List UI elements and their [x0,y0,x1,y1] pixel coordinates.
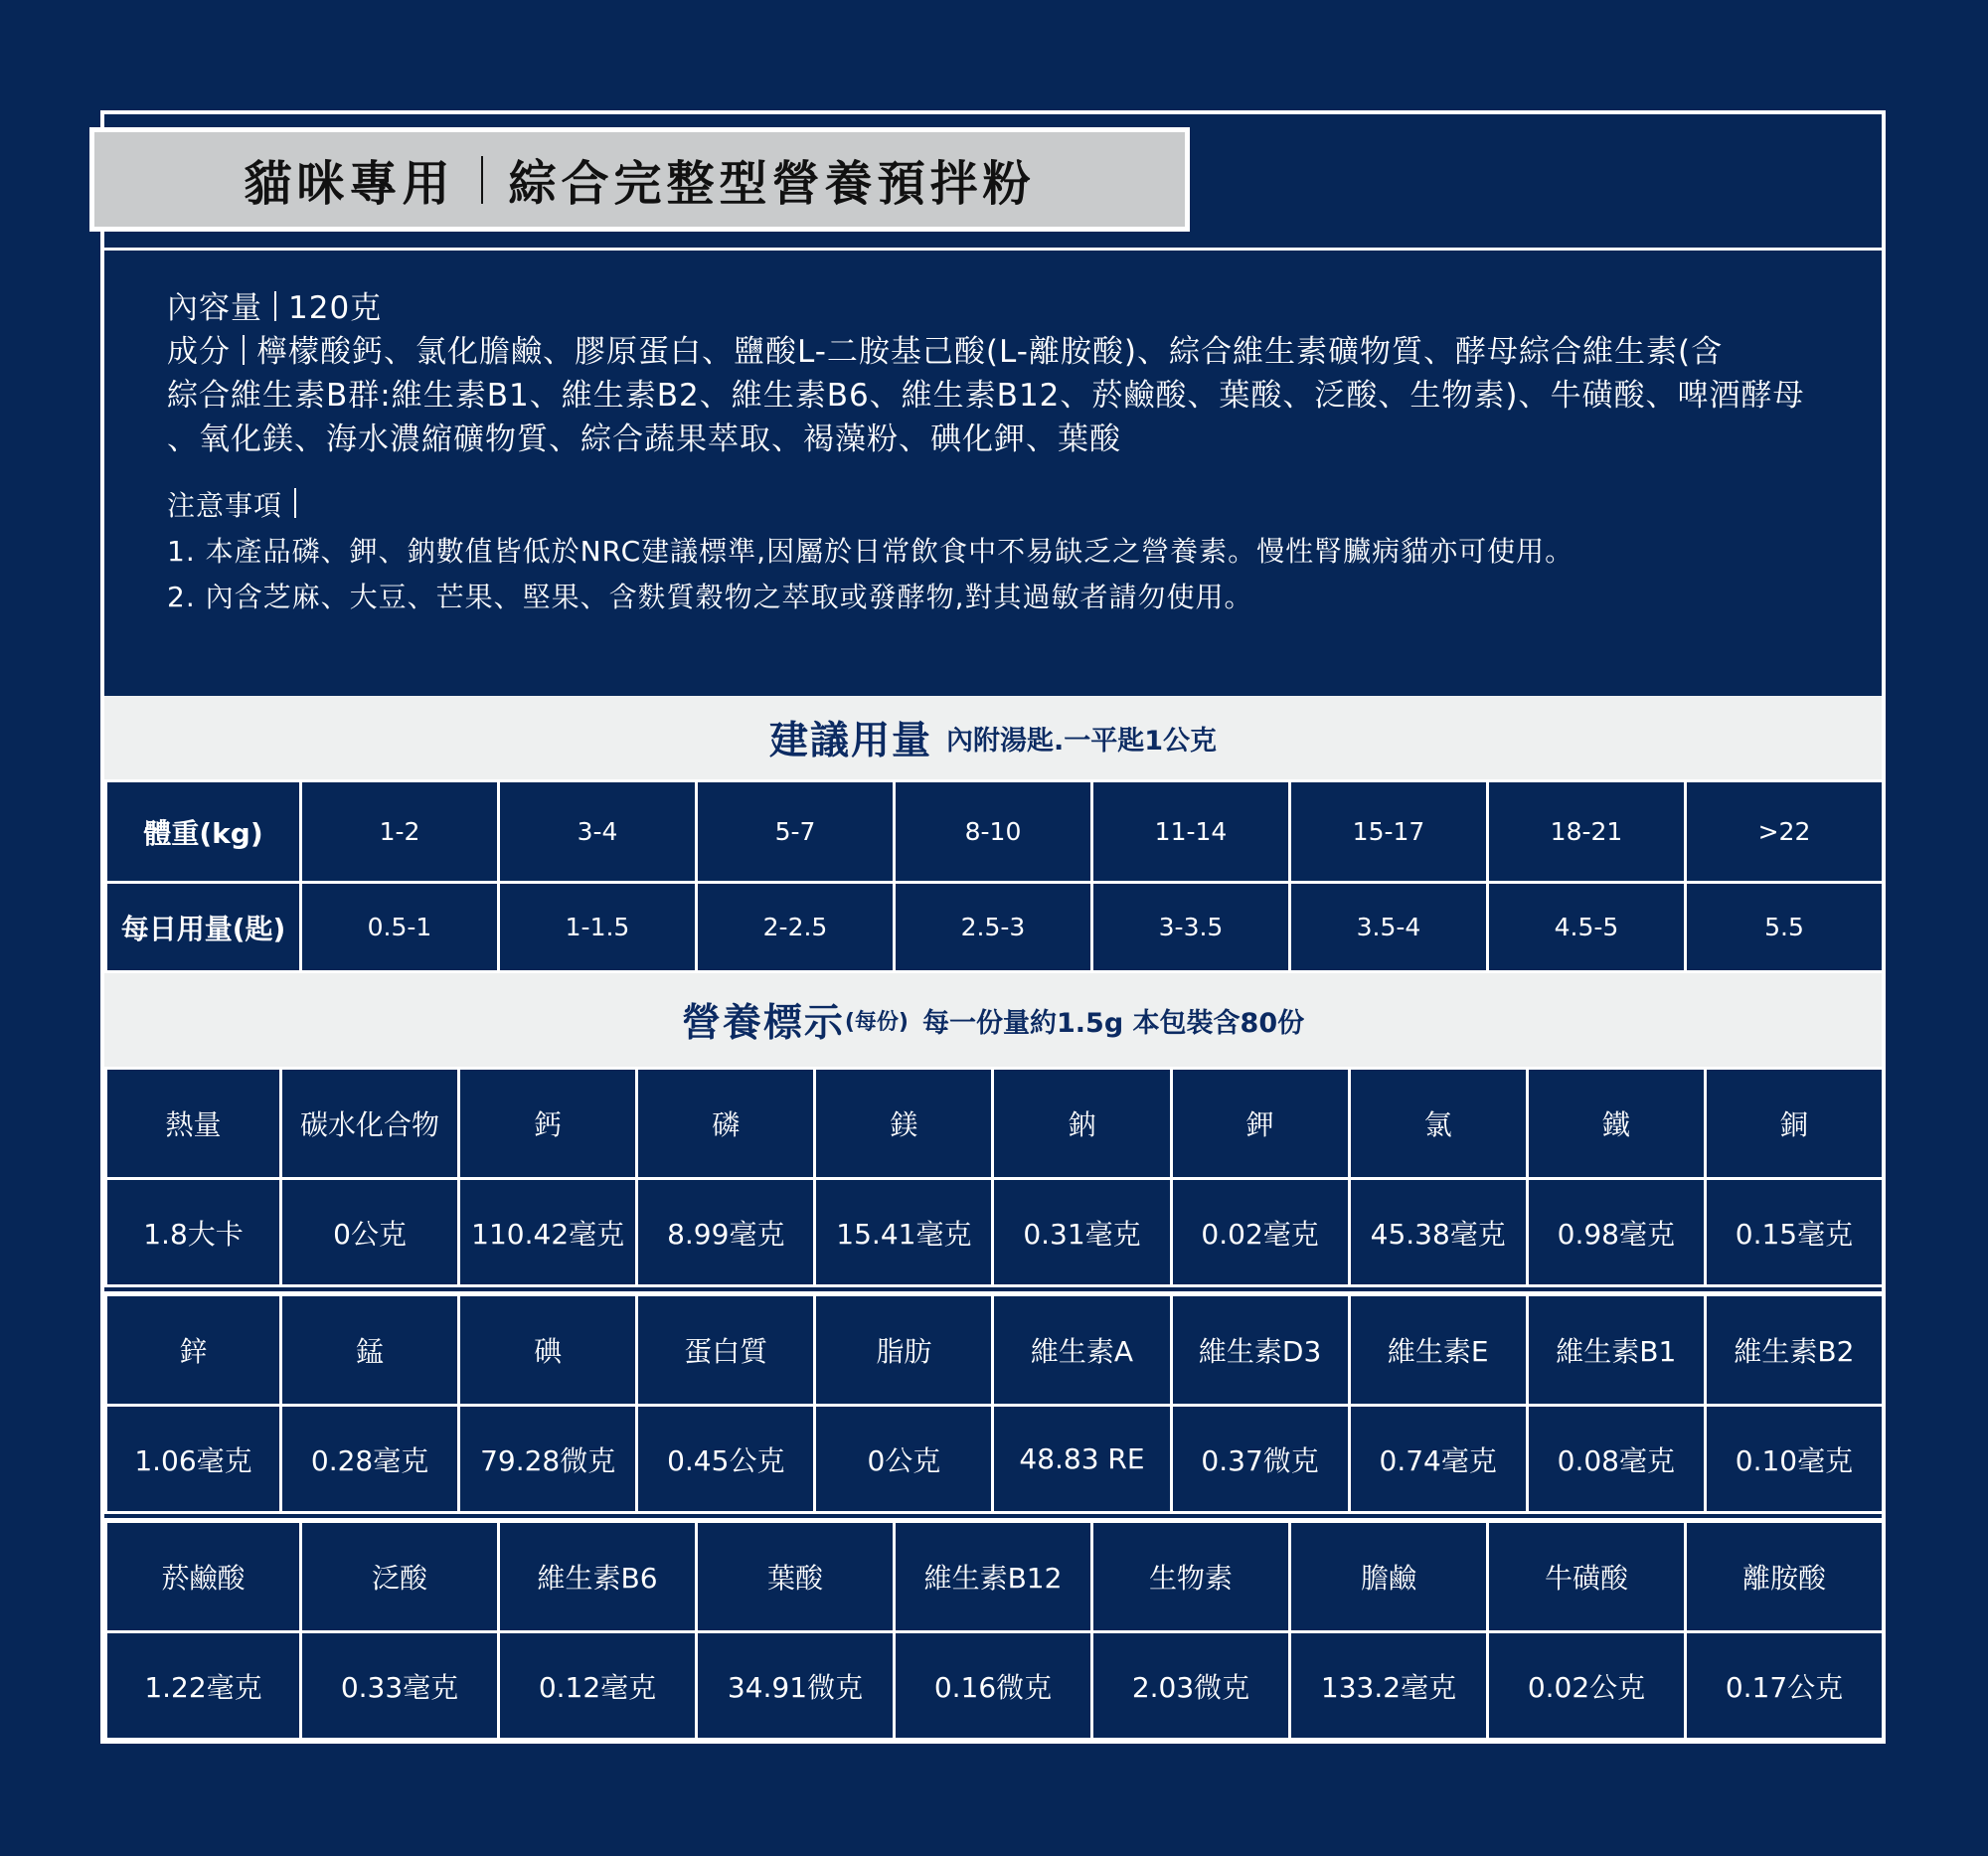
nutrient-value-cell: 0.08毫克 [1527,1406,1705,1513]
ingredients-line-3: 、氧化鎂、海水濃縮礦物質、綜合蔬果萃取、褐藻粉、碘化鉀、葉酸 [167,422,1121,457]
nutrient-name-cell: 維生素B12 [895,1522,1092,1632]
title-separator [481,156,483,204]
daily-amount-cell: 5.5 [1686,883,1884,972]
nutrient-value-cell: 1.8大卡 [106,1179,281,1286]
nutrient-name-cell: 鈉 [993,1069,1171,1179]
notes-label: 注意事項 [167,489,283,522]
nutrient-name-cell: 蛋白質 [637,1295,815,1406]
ingredients-text-1: 檸檬酸鈣、氯化膽鹼、膠原蛋白、鹽酸L-二胺基己酸(L-離胺酸)、綜合維生素礦物質、酵母綜合維生素(含 [256,334,1724,370]
daily-amount-cell: 3-3.5 [1092,883,1290,972]
nutrient-name-cell: 泛酸 [301,1522,499,1632]
nutrient-name-cell: 錳 [281,1295,459,1406]
product-info [167,286,1857,620]
nutrient-name-cell: 銅 [1705,1069,1883,1179]
nutrient-name-cell: 生物素 [1092,1522,1290,1632]
dosage-weight-row [106,781,1884,883]
nutrient-name-cell: 碳水化合物 [281,1069,459,1179]
nutrient-value-cell: 0.02公克 [1488,1632,1686,1740]
nutrient-value-cell: 0.16微克 [895,1632,1092,1740]
dosage-header-band [104,696,1882,779]
nutrient-value-cell: 1.22毫克 [106,1632,301,1740]
nutrient-value-cell: 45.38毫克 [1349,1179,1527,1286]
nutrient-value-cell: 0.37微克 [1171,1406,1349,1513]
ingredients-line-1 [167,330,1857,374]
nutrient-name-cell: 維生素A [993,1295,1171,1406]
nutrient-name-cell: 膽鹼 [1290,1522,1488,1632]
title-divider [100,248,1886,251]
nutrient-value-cell: 0.74毫克 [1349,1406,1527,1513]
weight-range-cell: 1-2 [301,781,499,883]
ingredients-label: 成分 [167,334,231,370]
nutrition-subtitle: 每一份量約1.5g 本包裝含80份 [922,1007,1305,1039]
nutrient-name-cell: 維生素B6 [499,1522,697,1632]
nutrient-name-cell: 維生素D3 [1171,1295,1349,1406]
nutrition-title: 營養標示 [681,1001,845,1046]
nutrient-name-cell: 鋅 [106,1295,281,1406]
nutrient-name-cell: 熱量 [106,1069,281,1179]
dosage-subtitle: 內附湯匙.一平匙1公克 [945,725,1218,757]
nutrient-name-cell: 碘 [459,1295,637,1406]
nutrient-name-cell: 鎂 [815,1069,993,1179]
notes-section [167,483,1857,620]
nutrient-value-cell: 8.99毫克 [637,1179,815,1286]
content-label: 內容量 [167,290,262,326]
ingredients-line-2: 綜合維生素B群:維生素B1、維生素B2、維生素B6、維生素B12、菸鹼酸、葉酸、泛酸、生物素)、牛磺酸、啤酒酵母 [167,378,1805,414]
nutrient-name-cell: 維生素B2 [1705,1295,1883,1406]
nutrient-name-cell: 牛磺酸 [1488,1522,1686,1632]
weight-range-cell: 5-7 [697,781,895,883]
nutrient-value-cell: 0公克 [815,1406,993,1513]
nutrition-table-3 [104,1520,1885,1741]
nutrient-name-row [106,1522,1884,1632]
dosage-title: 建議用量 [768,719,932,763]
daily-amount-cell: 2-2.5 [697,883,895,972]
notes-heading [167,483,1857,529]
nutrient-value-row [106,1179,1884,1286]
nutrient-name-cell: 氯 [1349,1069,1527,1179]
nutrient-value-cell: 34.91微克 [697,1632,895,1740]
nutrient-name-cell: 鈣 [459,1069,637,1179]
nutrient-name-cell: 磷 [637,1069,815,1179]
nutrient-value-row [106,1406,1884,1513]
nutrient-value-cell: 0.15毫克 [1705,1179,1883,1286]
nutrition-table-1 [104,1067,1885,1287]
weight-range-cell: 3-4 [499,781,697,883]
nutrient-value-cell: 0.02毫克 [1171,1179,1349,1286]
nutrient-value-cell: 0.31毫克 [993,1179,1171,1286]
notes-separator [294,488,296,518]
nutrient-value-cell: 0.10毫克 [1705,1406,1883,1513]
nutrient-value-cell: 110.42毫克 [459,1179,637,1286]
nutrient-value-cell: 133.2毫克 [1290,1632,1488,1740]
nutrient-value-cell: 0公克 [281,1179,459,1286]
note-2: 2. 內含芝麻、大豆、芒果、堅果、含麩質穀物之萃取或發酵物,對其過敏者請勿使用。 [167,581,1253,613]
daily-amount-cell: 1-1.5 [499,883,697,972]
nutrient-value-cell: 79.28微克 [459,1406,637,1513]
nutrient-value-cell: 0.98毫克 [1527,1179,1705,1286]
nutrient-value-cell: 0.17公克 [1686,1632,1884,1740]
nutrition-table-2 [104,1293,1885,1514]
content-value: 120克 [288,290,383,326]
dosage-table [104,779,1885,973]
nutrient-value-cell: 1.06毫克 [106,1406,281,1513]
weight-range-cell: 18-21 [1488,781,1686,883]
weight-range-cell: 15-17 [1290,781,1488,883]
daily-amount-label: 每日用量(匙) [106,883,301,972]
nutrient-value-cell: 0.12毫克 [499,1632,697,1740]
daily-amount-cell: 3.5-4 [1290,883,1488,972]
ingredients-separator [243,335,245,365]
daily-amount-cell: 0.5-1 [301,883,499,972]
title-audience: 貓咪專用 [244,156,455,212]
weight-range-cell: 8-10 [895,781,1092,883]
daily-amount-cell: 2.5-3 [895,883,1092,972]
title-product-name: 綜合完整型營養預拌粉 [508,156,1036,212]
nutrient-name-row [106,1069,1884,1179]
daily-amount-cell: 4.5-5 [1488,883,1686,972]
nutrient-name-cell: 維生素E [1349,1295,1527,1406]
nutrient-name-cell: 脂肪 [815,1295,993,1406]
nutrient-name-cell: 維生素B1 [1527,1295,1705,1406]
nutrient-value-cell: 2.03微克 [1092,1632,1290,1740]
nutrient-value-cell: 0.28毫克 [281,1406,459,1513]
weight-range-cell: 11-14 [1092,781,1290,883]
content-separator [274,291,276,321]
product-title-box [89,127,1190,232]
note-1: 1. 本產品磷、鉀、鈉數值皆低於NRC建議標準,因屬於日常飲食中不易缺乏之營養素。慢性腎臟病貓亦可使用。 [167,535,1574,568]
nutrient-name-cell: 鐵 [1527,1069,1705,1179]
nutrient-name-cell: 菸鹼酸 [106,1522,301,1632]
nutrition-header-band [104,973,1882,1067]
content-line [167,286,1857,330]
nutrient-value-cell: 48.83 RE [993,1406,1171,1513]
nutrient-value-cell: 0.45公克 [637,1406,815,1513]
nutrient-value-cell: 15.41毫克 [815,1179,993,1286]
nutrient-name-row [106,1295,1884,1406]
nutrient-name-cell: 離胺酸 [1686,1522,1884,1632]
dosage-amount-row [106,883,1884,972]
nutrient-name-cell: 葉酸 [697,1522,895,1632]
nutrient-value-cell: 0.33毫克 [301,1632,499,1740]
weight-range-cell: >22 [1686,781,1884,883]
nutrition-per-serving: (每份) [844,1009,909,1035]
nutrient-value-row [106,1632,1884,1740]
weight-label: 體重(kg) [106,781,301,883]
nutrient-name-cell: 鉀 [1171,1069,1349,1179]
